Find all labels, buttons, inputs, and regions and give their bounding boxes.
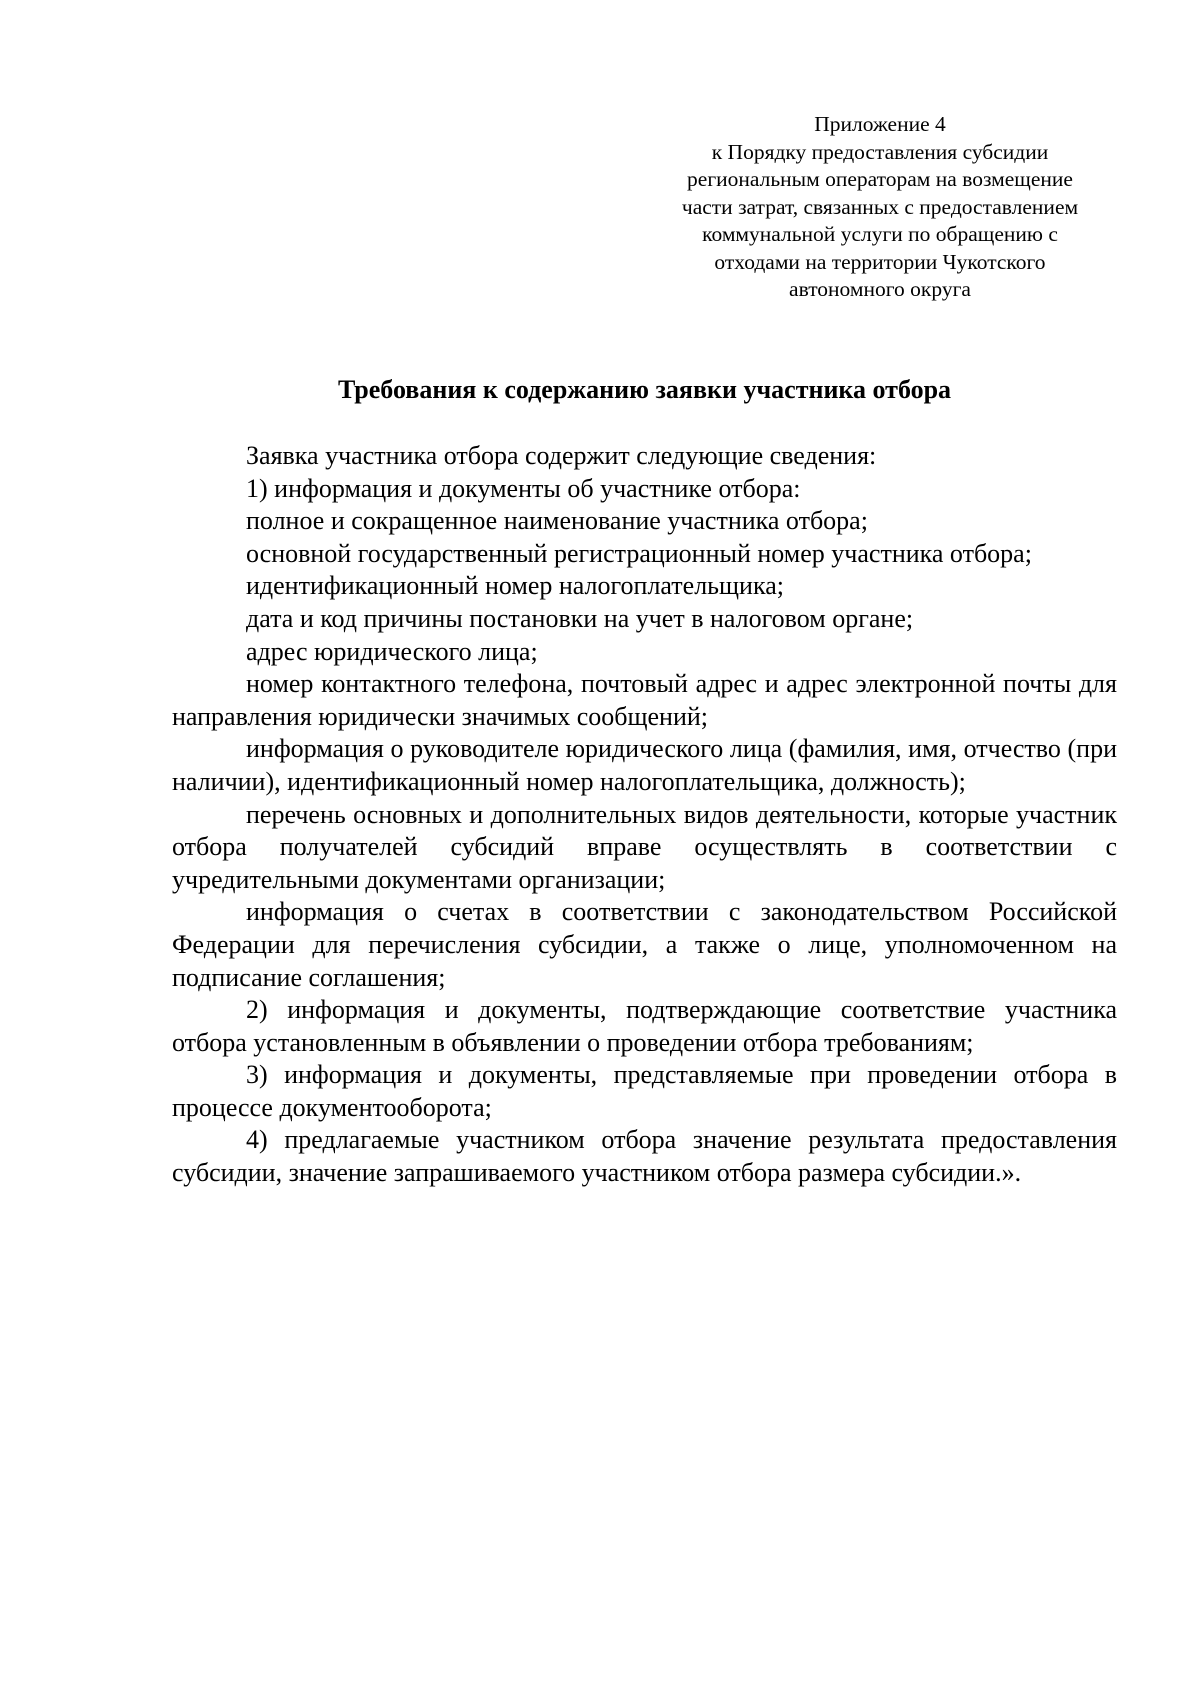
paragraph: идентификационный номер налогоплательщика; [246, 571, 784, 601]
paragraph: 2) информация и документы, подтверждающие соответствие участника отбора установленным в объявлении о проведении отбора требованиям; [172, 995, 1117, 1057]
appendix-line: региональным операторам на возмещение [687, 167, 1073, 191]
paragraph: информация о счетах в соответствии с законодательством Российской Федерации для перечисления субсидии, а также о лице, уполномоченном на подписание соглашения; [172, 897, 1117, 992]
appendix-line: отходами на территории Чукотского [714, 249, 1046, 274]
paragraph: Заявка участника отбора содержит следующие сведения: [246, 441, 877, 470]
paragraph: 3) информация и документы, представляемые при проведении отбора в процессе документооборота; [172, 1060, 1117, 1122]
appendix-header [645, 111, 1115, 304]
appendix-line: Приложение 4 [814, 112, 946, 136]
appendix-line: автономного округа [789, 277, 971, 301]
document-body [172, 440, 1117, 1190]
appendix-line: коммунальной услуги по обращению с [702, 222, 1058, 246]
document-title: Требования к содержанию заявки участника отбора [337, 375, 952, 404]
paragraph: номер контактного телефона, почтовый адрес и адрес электронной почты для направления юридически значимых сообщений; [172, 669, 1117, 731]
paragraph: полное и сокращенное наименование участника отбора; [246, 506, 868, 536]
paragraph: основной государственный регистрационный номер участника отбора; [246, 538, 1032, 568]
paragraph: адрес юридического лица; [246, 636, 538, 666]
appendix-line: к Порядку предоставления субсидии [711, 139, 1049, 164]
appendix-line: части затрат, связанных с предоставлением [681, 194, 1079, 219]
paragraph: перечень основных и дополнительных видов деятельности, которые участник отбора получателей субсидий вправе осуществлять в соответствии с учредительными документами организации; [172, 799, 1117, 894]
paragraph: информация о руководителе юридического лица (фамилия, имя, отчество (при наличии), идентификационный номер налогоплательщика, должность); [172, 734, 1117, 796]
paragraph: дата и код причины постановки на учет в налоговом органе; [246, 603, 914, 633]
paragraph: 1) информация и документы об участнике отбора: [246, 473, 801, 503]
paragraph: 4) предлагаемые участником отбора значение результата предоставления субсидии, значение запрашиваемого участником отбора размера субсидии.». [172, 1125, 1117, 1188]
